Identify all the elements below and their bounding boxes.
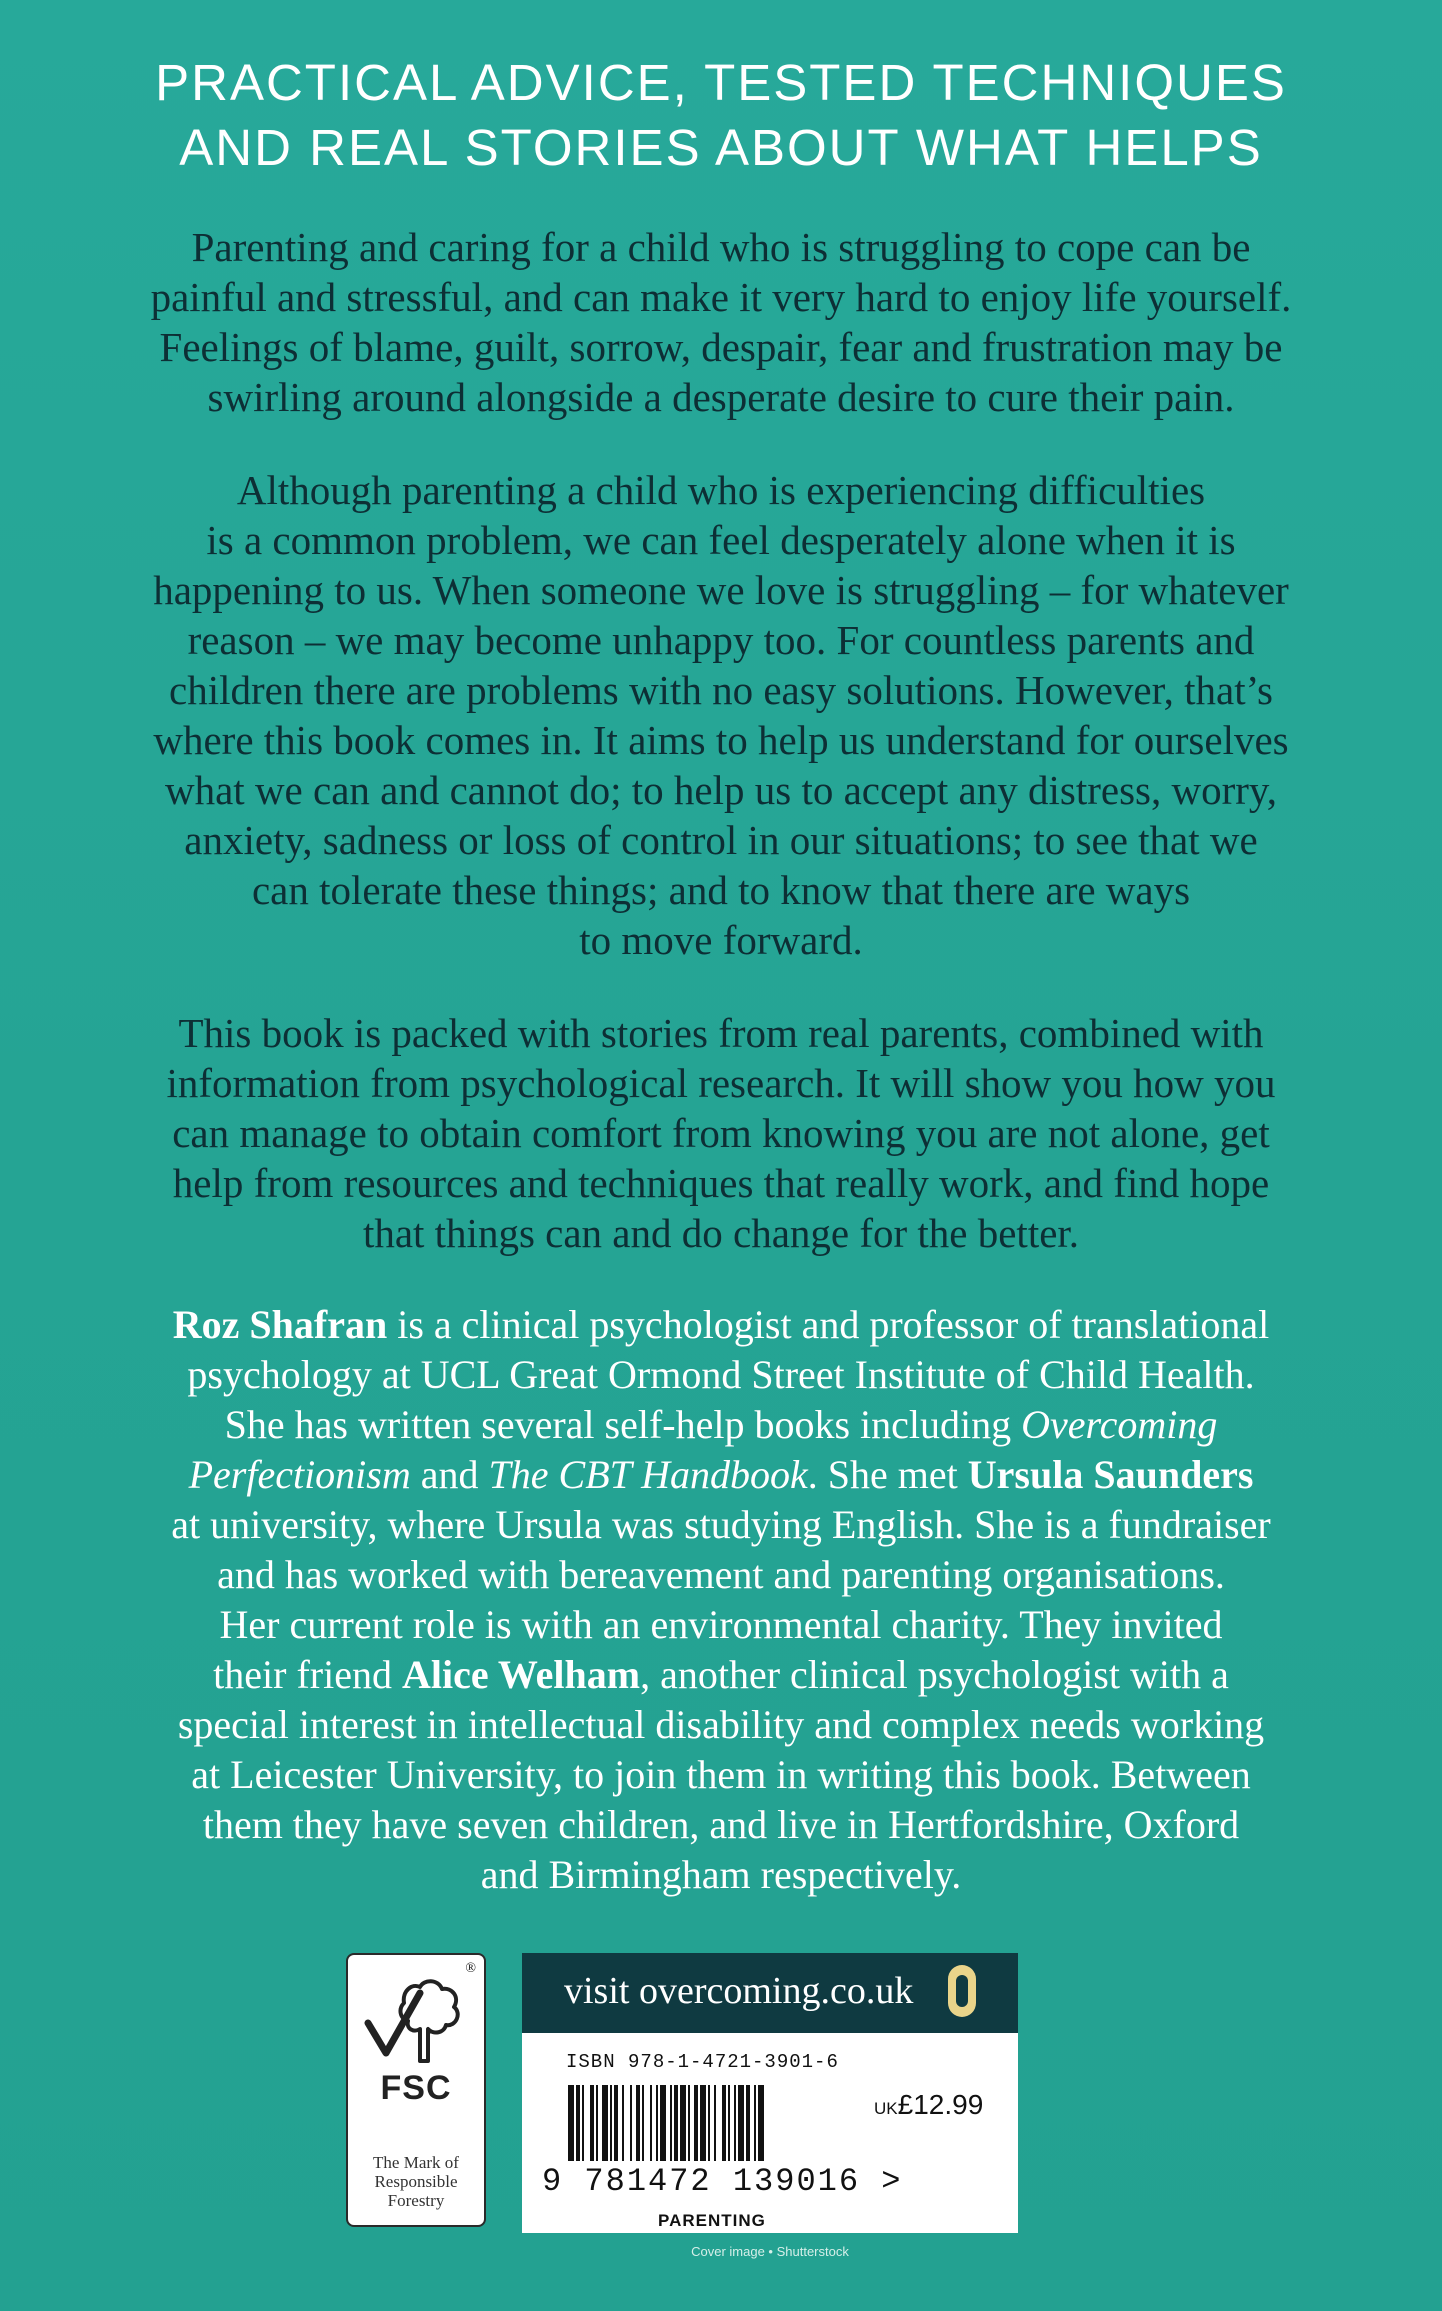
text-line: where this book comes in. It aims to help us understand for ourselves xyxy=(153,717,1289,763)
isbn: ISBN 978-1-4721-3901-6 xyxy=(566,2051,839,2073)
barcode-panel xyxy=(522,2033,1018,2233)
text-span: . She met xyxy=(807,1452,968,1497)
price-value: £12.99 xyxy=(897,2089,984,2120)
text-line xyxy=(30,1300,1412,1350)
image-credit: Cover image • Shutterstock xyxy=(691,2244,849,2259)
text-line: psychology at UCL Great Ormond Street Institute of Child Health. xyxy=(187,1352,1255,1397)
text-line: special interest in intellectual disability and complex needs working xyxy=(177,1702,1265,1747)
barcode-icon xyxy=(568,2085,858,2161)
tree-checkmark-icon xyxy=(358,1973,474,2069)
text-line: can tolerate these things; and to know that there are ways xyxy=(251,867,1191,913)
text-line: Parenting and caring for a child who is struggling to cope can be xyxy=(191,224,1251,270)
text-line: is a common problem, we can feel desperately alone when it is xyxy=(206,517,1236,563)
text-line: This book is packed with stories from real parents, combined with xyxy=(178,1010,1264,1056)
book-title: Overcoming xyxy=(1021,1402,1218,1447)
fsc-label: FSC xyxy=(380,2069,452,2107)
text-line xyxy=(30,1400,1412,1450)
registered-mark: ® xyxy=(465,1961,476,1976)
author-bio xyxy=(30,1300,1412,1900)
website-banner xyxy=(522,1953,1018,2033)
text-line: them they have seven children, and live in Hertfordshire, Oxford xyxy=(202,1802,1240,1847)
text-line: information from psychological research. It will show you how you xyxy=(166,1060,1276,1106)
text-line: reason – we may become unhappy too. For countless parents and xyxy=(187,617,1255,663)
text-line: Her current role is with an environmental charity. They invited xyxy=(219,1602,1223,1647)
fsc-tagline xyxy=(348,2153,484,2210)
text-line: painful and stressful, and can make it very hard to enjoy life yourself. xyxy=(150,274,1292,320)
barcode-digits: 9 781472 139016 > xyxy=(542,2163,903,2200)
text-line: Forestry xyxy=(387,2191,445,2210)
blurb-paragraph-1 xyxy=(30,222,1412,422)
text-line xyxy=(30,1650,1412,1700)
text-span: their friend xyxy=(213,1652,402,1697)
text-line: happening to us. When someone we love is struggling – for whatever xyxy=(153,567,1289,613)
price xyxy=(874,2089,983,2121)
website-link[interactable]: visit overcoming.co.uk xyxy=(564,1970,914,2012)
book-title: Perfectionism xyxy=(188,1452,411,1497)
text-span: is a clinical psychologist and professor of translational xyxy=(387,1302,1270,1347)
text-line: can manage to obtain comfort from knowing you are not alone, get xyxy=(172,1110,1270,1156)
text-span: , another clinical psychologist with a xyxy=(640,1652,1229,1697)
author-name: Alice Welham xyxy=(401,1652,641,1697)
text-line: The Mark of xyxy=(373,2153,459,2172)
fsc-logo xyxy=(346,1953,486,2227)
blurb-paragraph-3 xyxy=(30,1008,1412,1258)
text-line: that things can and do change for the better. xyxy=(362,1210,1080,1256)
text-line: and has worked with bereavement and parenting organisations. xyxy=(217,1552,1225,1597)
text-span: She has written several self-help books including xyxy=(224,1402,1022,1447)
text-line: swirling around alongside a desperate desire to cure their pain. xyxy=(207,374,1235,420)
text-span: and xyxy=(410,1452,489,1497)
text-line: Feelings of blame, guilt, sorrow, despair, fear and frustration may be xyxy=(159,324,1283,370)
text-line: Although parenting a child who is experiencing difficulties xyxy=(236,467,1206,513)
blurb-paragraph-2 xyxy=(30,465,1412,965)
text-line: and Birmingham respectively. xyxy=(480,1852,962,1897)
headline-line-2: AND REAL STORIES ABOUT WHAT HELPS xyxy=(179,119,1263,176)
author-name: Ursula Saunders xyxy=(967,1452,1254,1497)
category-label: PARENTING xyxy=(658,2211,766,2230)
author-name: Roz Shafran xyxy=(172,1302,388,1347)
text-line: at Leicester University, to join them in writing this book. Between xyxy=(191,1752,1251,1797)
text-line: help from resources and techniques that really work, and find hope xyxy=(172,1160,1270,1206)
text-line: Responsible xyxy=(374,2172,458,2191)
text-line: at university, where Ursula was studying English. She is a fundraiser xyxy=(171,1502,1271,1547)
price-prefix: UK xyxy=(874,2099,898,2118)
text-line: children there are problems with no easy solutions. However, that’s xyxy=(169,667,1273,713)
text-line: what we can and cannot do; to help us to accept any distress, worry, xyxy=(165,767,1277,813)
publisher-logo-icon xyxy=(948,1965,976,2017)
book-title: The CBT Handbook xyxy=(488,1452,808,1497)
text-line xyxy=(30,1450,1412,1500)
headline-line-1: PRACTICAL ADVICE, TESTED TECHNIQUES xyxy=(155,54,1287,111)
text-line: to move forward. xyxy=(579,917,863,963)
headline xyxy=(0,50,1442,180)
text-line: anxiety, sadness or loss of control in our situations; to see that we xyxy=(184,817,1258,863)
